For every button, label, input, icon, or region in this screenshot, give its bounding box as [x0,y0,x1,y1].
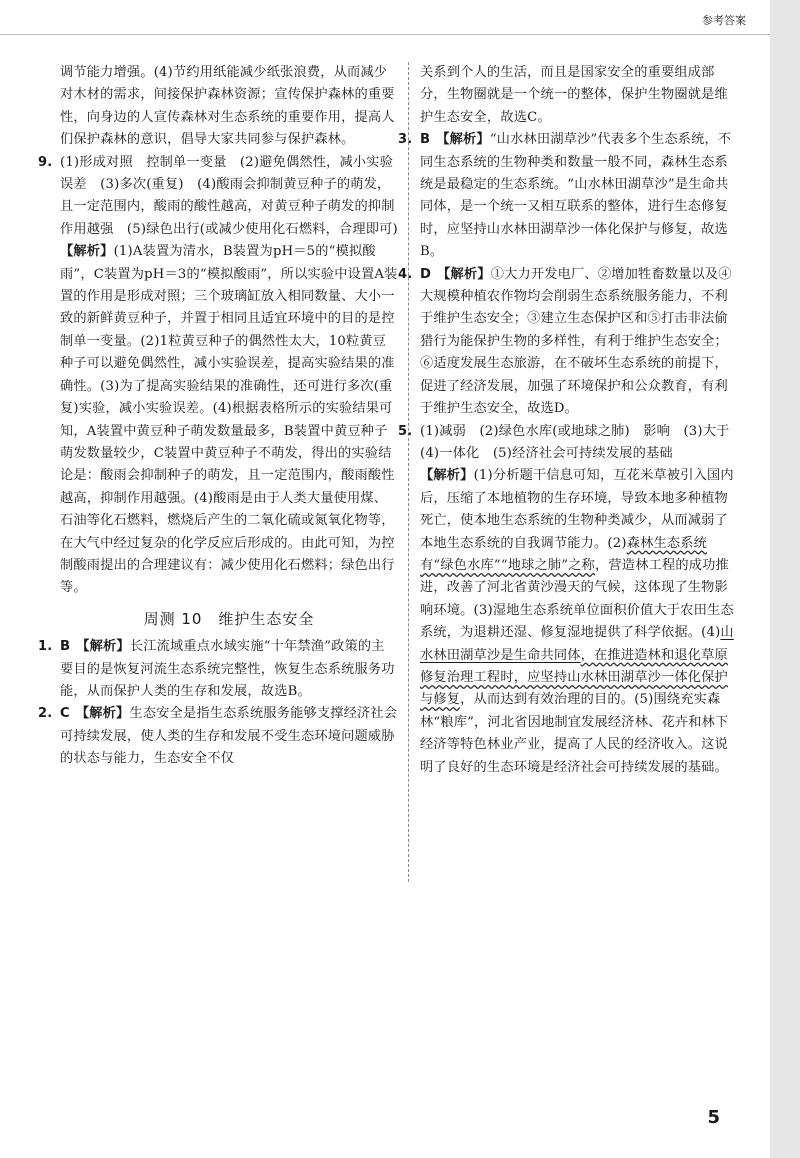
analysis-tag: 【解析】 [437,266,491,282]
analysis-text: ，从而达到有效治理的目的。(5)围绕充实森林“粮库”，河北省因地制宜发展经济林、花卉和林下经济等特色林业产业，提高了人民的经济收入。这说明了良好的生态环境是经济社会可持续发展的基础。 [420,692,729,775]
analysis-text: ①大力开发电厂、②增加牲畜数量以及④大规模种植农作物均会削弱生态系统服务能力，不利于维护生态安全；③建立生态保护区和⑤打击非法偷猎行为能保护生物的多样性，有利于维护生态安全；⑥适度发展生态旅游，在不破坏生态系统的前提下，促进了经济发展，加强了环境保护和公众教育，有利于维护生态安全，故选D。 [420,266,732,417]
analysis-5 [420,465,738,779]
column-divider [408,62,409,882]
answer-text: (1)减弱 (2)绿色水库(或地球之肺) 影响 (3)大于 (4)一体化 (5)经济社会可持续发展的基础 [420,423,743,461]
header-rule [0,34,770,35]
underlined-text: 山水林田湖草沙是生命共同体 [420,625,734,663]
question-number: 2. [38,706,53,722]
analysis-text: “山水林田湖草沙”代表多个生态系统，不同生态系统的生物种类和数量一般不同，森林生态系统是最稳定的生态系统。“山水林田湖草沙”是生命共同体，是一个统一又相互联系的整体，进行生态修复时，应坚持山水林田湖草沙一体化保护与修复，故选B。 [420,132,732,260]
analysis-tag: 【解析】 [436,132,490,148]
question-4 [398,264,738,421]
question-3 [398,129,738,263]
left-column [38,62,398,771]
header-title: 参考答案 [702,14,746,27]
analysis-9 [60,241,398,600]
answer-letter: D [420,266,432,282]
continued-paragraph: 关系到个人的生活，而且是国家安全的重要组成部分，生物圈就是一个统一的整体，保护生物圈就是维护生态安全，故选C。 [420,65,728,125]
answer-text: (1)形成对照 控制单一变量 (2)避免偶然性，减小实验误差 (3)多次(重复) (4)酸雨会抑制黄豆种子的萌发，且一定范围内，酸雨的酸性越高，对黄豆种子萌发的抑制作用越强 (5)绿色出行(或减少使用化石燃料，合理即可) [60,154,398,237]
analysis-text: (1)分析题干信息可知，互花米草被引入国内后，压缩了本地植物的生存环境，导致本地多种植物死亡，使本地生态系统的生物种类减少，从而减弱了本地生态系统的自我调节能力。(2) [420,468,734,551]
question-1 [38,636,398,703]
question-2 [38,703,398,770]
question-5 [398,421,743,466]
answer-letter: B [60,639,71,655]
question-number: 9. [38,154,53,170]
question-9 [38,152,398,242]
analysis-text: (1)A装置为清水，B装置为pH＝5的“模拟酸雨”，C装置为pH＝3的“模拟酸雨”，所以实验中设置A装置的作用是形成对照；三个玻璃缸放入相同数量、大小一致的新鲜黄豆种子，并置于相同且适宜环境中的目的是控制单一变量。(2)1粒黄豆种子的偶然性太大，10粒黄豆种子可以避免偶然性，减小实验误差，提高实验结果的准确性。(3)为了提高实验结果的准确性，还可进行多次(重复)实验，减小实验误差。(4)根据表格所示的实验结果可知，A装置中黄豆种子萌发数量最多，B装置中黄豆种子萌发数量较少，C装置中黄豆种子不萌发，得出的实验结论是：酸雨会抑制种子的萌发，且一定范围内，酸雨酸性越高，抑制作用越强。(4)酸雨是由于人类大量使用煤、石油等化石燃料，燃烧后产生的二氧化硫或氮氧化物等，在大气中经过复杂的化学反应后形成的。由此可知，为控制酸雨提出的合理建议有：减少使用化石燃料；绿色出行等。 [60,244,398,596]
analysis-text: ，营造林工程的成功推进，改善了河北省黄沙漫天的气候，这体现了生物影响环境。(3)湿地生态系统单位面积价值大于农田生态系统，为退耕还湿、修复湿地提供了科学依据。(4) [420,557,734,641]
analysis-text: 生态安全是指生态系统服务能够支撑经济社会可持续发展，使人类的生存和发展不受生态环境问题威胁的状态与能力，生态安全不仅 [60,706,398,767]
right-column [398,62,743,779]
question-number: 5. [398,423,413,439]
analysis-tag: 【解析】 [75,706,130,722]
question-number: 4. [398,266,413,282]
wavy-underlined-text: ，在推进造林和退化草原修复治理工程时，应坚持山水林田湖草沙一体化保护与修复 [420,647,728,708]
continued-paragraph: 调节能力增强。(4)节约用纸能减少纸张浪费，从而减少对木材的需求，间接保护森林资源；宣传保护森林的重要性，向身边的人宣传森林对生态系统的重要作用，提高人们保护森林的意识，倡导大家共同参与保护森林。 [60,65,395,148]
answer-letter: C [60,706,70,722]
analysis-tag: 【解析】 [76,639,130,655]
page-number: 5 [707,1107,720,1128]
analysis-text: 长江流域重点水域实施“十年禁渔”政策的主要目的是恢复河流生态系统完整性，恢复生态系统服务功能，从而保护人类的生存和发展，故选B。 [60,639,395,699]
analysis-tag: 【解析】 [420,468,474,484]
question-number: 3. [398,132,413,148]
answer-letter: B [420,132,431,148]
section-title: 周测 10 维护生态安全 [143,609,315,628]
analysis-tag: 【解析】 [60,244,114,260]
question-number: 1. [38,639,53,655]
wavy-underlined-text: 森林生态系统有“绿色水库”“地球之肺”之称 [420,535,708,573]
